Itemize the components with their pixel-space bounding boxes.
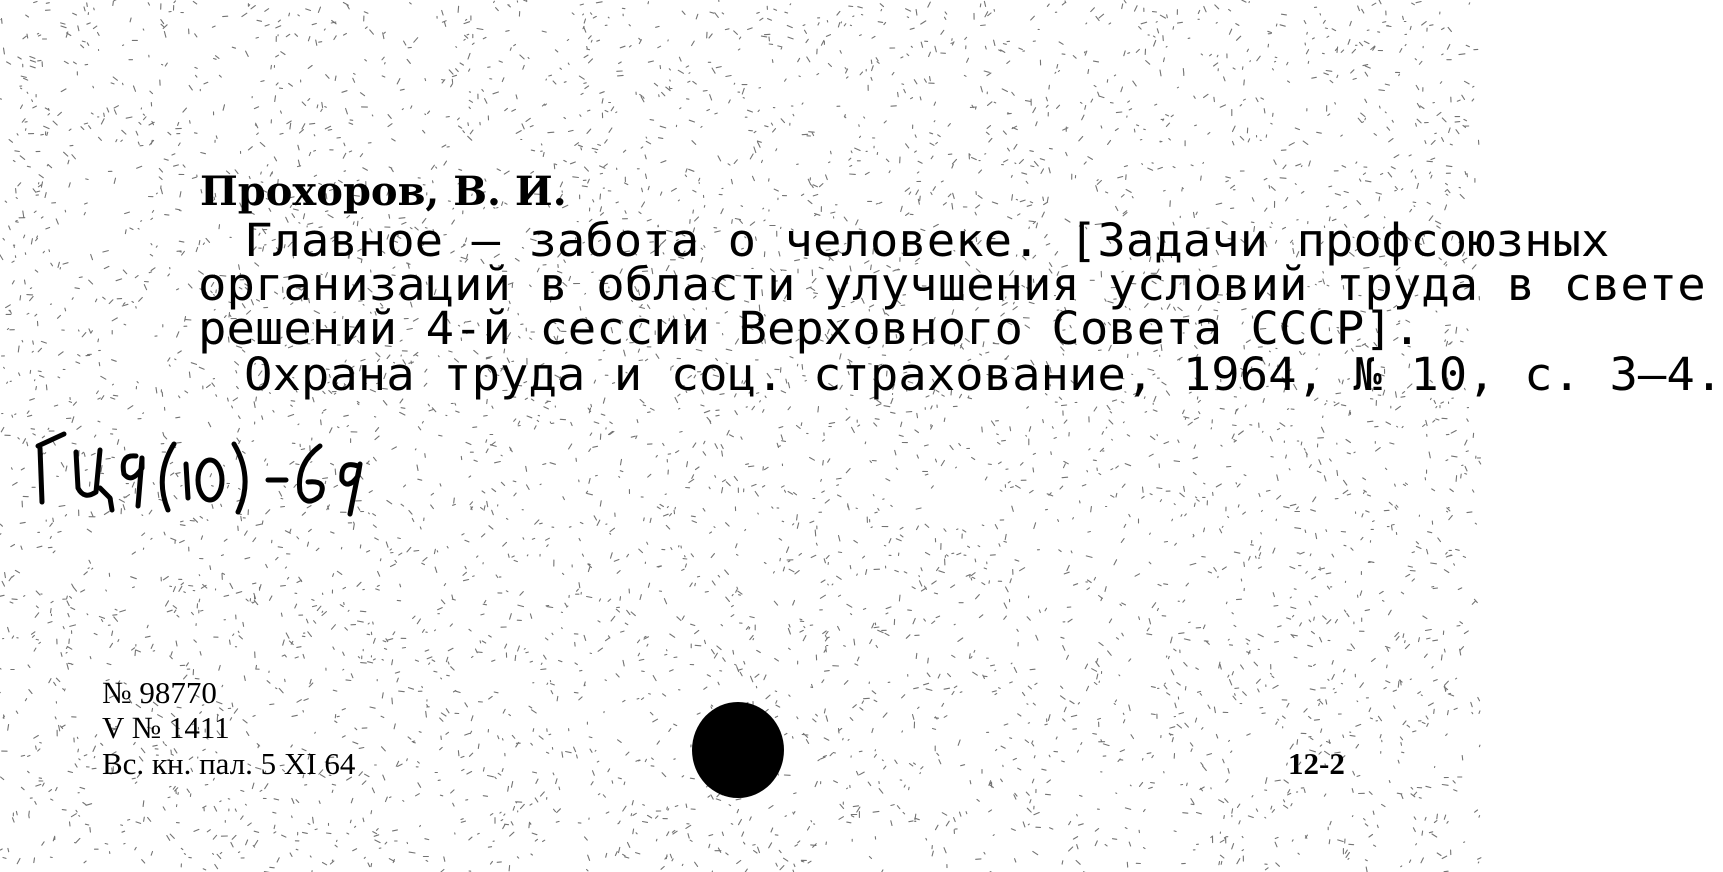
handwritten-shelfmark bbox=[28, 418, 368, 518]
card-text-line-4: Охрана труда и соц. страхование, 1964, № 10, с. 3—4. bbox=[244, 348, 1723, 401]
card-author: Прохоров, В. И. bbox=[200, 168, 567, 215]
card-text-line-3: решений 4-й сессии Верховного Совета СССР]. bbox=[198, 302, 1422, 355]
volume-number: V № 1411 bbox=[102, 710, 230, 745]
classification-code: 12-2 bbox=[1288, 746, 1345, 781]
card-text-line-1: Главное — забота о человеке. [Задачи профсоюзных bbox=[244, 214, 1610, 267]
card-punch-hole bbox=[692, 702, 784, 798]
card-text-line-2: организаций в области улучшения условий труда в свете bbox=[198, 258, 1706, 311]
registration-note: Вс. кн. пал. 5 XI 64 bbox=[102, 746, 356, 781]
accession-number: № 98770 bbox=[102, 675, 217, 710]
